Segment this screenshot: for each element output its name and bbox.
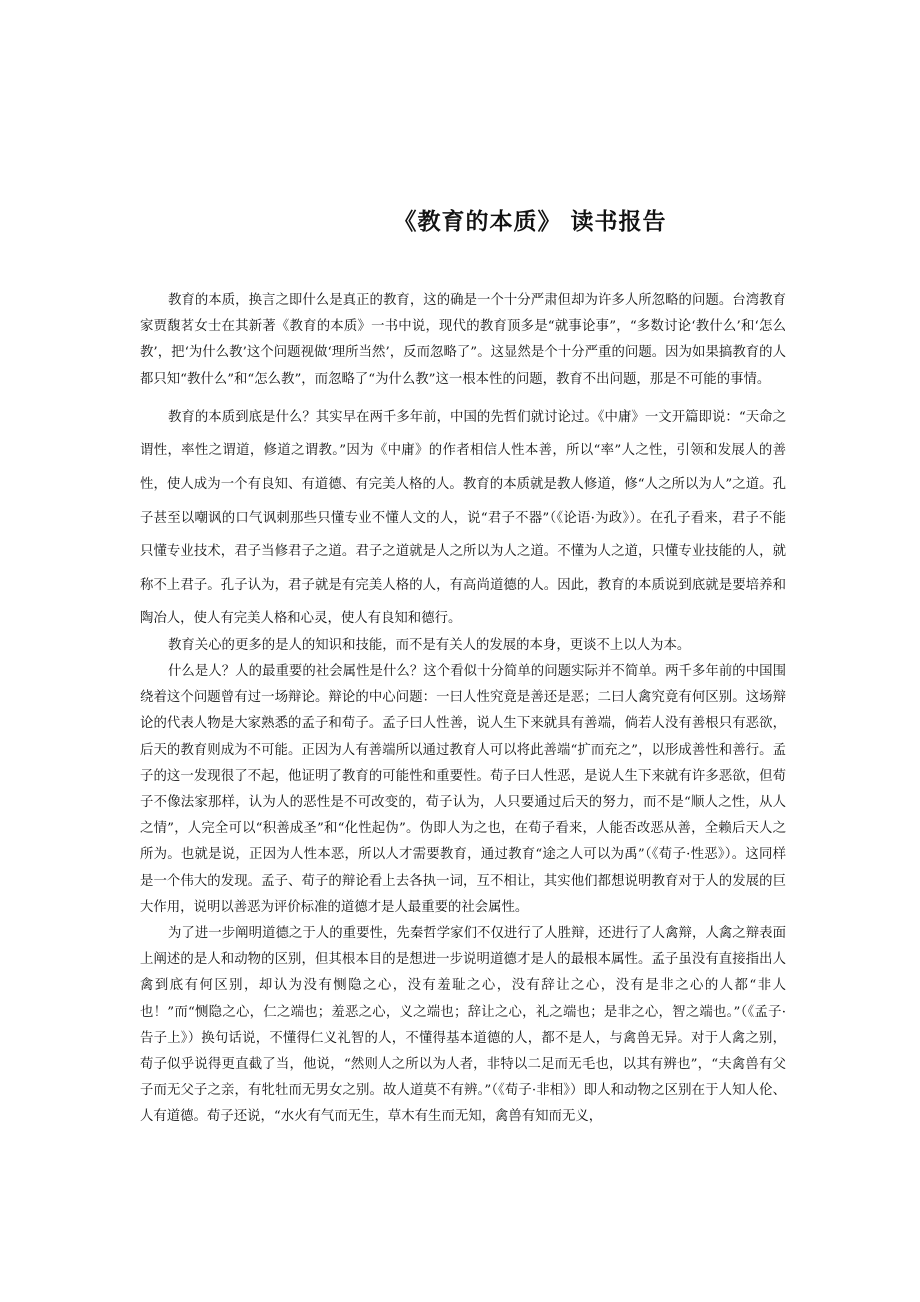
paragraph-1: 教育的本质，换言之即什么是真正的教育，这的确是一个十分严肃但却为许多人所忽略的问题。台湾教育家贾馥茗女士在其新著《教育的本质》一书中说，现代的教育顶多是“就事论事”，“多数讨论‘教什么’和‘怎么教’，把‘为什么教’这个问题视做‘理所当然’，反而忽略了”。这显然是个十分严重的问题。因为如果搞教育的人都只知“教什么”和“怎么教”，而忽略了“为什么教”这一根本性的问题，教育不出问题，那是不可能的事情。	[140, 293, 786, 387]
document-body	[140, 288, 786, 1131]
paragraph-5: 为了进一步阐明道德之于人的重要性，先秦哲学家们不仅进行了人胜辩，还进行了人禽辩，人禽之辩表面上阐述的是人和动物的区别，但其根本目的是想进一步说明道德才是人的最根本属性。孟子虽没有直接指出人禽到底有何区别，却认为没有恻隐之心，没有羞耻之心，没有辞让之心，没有是非之心的人都“非人也！”而“恻隐之心，仁之端也；羞恶之心，义之端也；辞让之心，礼之端也；是非之心，智之端也。”（《孟子·告子上》）换句话说，不懂得仁义礼智的人，不懂得基本道德的人，都不是人，与禽兽无异。对于人禽之别，荀子似乎说得更直截了当，他说，“然则人之所以为人者，非特以二足而无毛也，以其有辨也”，“夫禽兽有父子而无父子之亲，有牝牡而无男女之别。故人道莫不有辨。”（《荀子·非相》）即人和动物之区别在于人知人伦、人有道德。荀子还说，“水火有气而无生，草木有生而无知，禽兽有知而无义，	[140, 926, 786, 1125]
paragraph-2: 教育的本质到底是什么？其实早在两千多年前，中国的先哲们就讨论过。《中庸》一文开篇即说：“天命之谓性，率性之谓道，修道之谓教。”因为《中庸》的作者相信人性本善，所以“率”人之性，引领和发展人的善性，使人成为一个有良知、有道德、有完美人格的人。教育的本质就是教人修道，修“人之所以为人”之道。孔子甚至以嘲讽的口气讽刺那些只懂专业不懂人文的人，说“君子不器”（《论语·为政》）。在孔子看来，君子不能只懂专业技术，君子当修君子之道。君子之道就是人之所以为人之道。不懂为人之道，只懂专业技能的人，就称不上君子。孔子认为，君子就是有完美人格的人，有高尚道德的人。因此，教育的本质说到底就是要培养和陶冶人，使人有完美人格和心灵，使人有良知和德行。	[140, 409, 786, 627]
document-title: 《教育的本质》 读书报告	[393, 208, 667, 235]
paragraph-4: 什么是人？人的最重要的社会属性是什么？这个看似十分简单的问题实际并不简单。两千多年前的中国围绕着这个问题曾有过一场辩论。辩论的中心问题：一曰人性究竟是善还是恶；二曰人禽究竟有何区别。这场辩论的代表人物是大家熟悉的孟子和荀子。孟子曰人性善，说人生下来就具有善端，倘若人没有善根只有恶欲，后天的教育则成为不可能。正因为人有善端所以通过教育人可以将此善端“扩而充之”，以形成善性和善行。孟子的这一发现很了不起，他证明了教育的可能性和重要性。荀子曰人性恶，是说人生下来就有许多恶欲，但荀子不像法家那样，认为人的恶性是不可改变的，荀子认为，人只要通过后天的努力，而不是“顺人之性，从人之情”，人完全可以“积善成圣”和“化性起伪”。伪即人为之也，在荀子看来，人能否改恶从善，全赖后天人之所为。也就是说，正因为人性本恶，所以人才需要教育，通过教育“途之人可以为禹”（《荀子·性恶》）。这同样是一个伟大的发现。孟子、荀子的辩论看上去各执一词，互不相让，其实他们都想说明教育对于人的发展的巨大作用，说明以善恶为评价标准的道德才是人最重要的社会属性。	[140, 663, 786, 915]
paragraph-3: 教育关心的更多的是人的知识和技能，而不是有关人的发展的本身，更谈不上以人为本。	[168, 637, 691, 653]
